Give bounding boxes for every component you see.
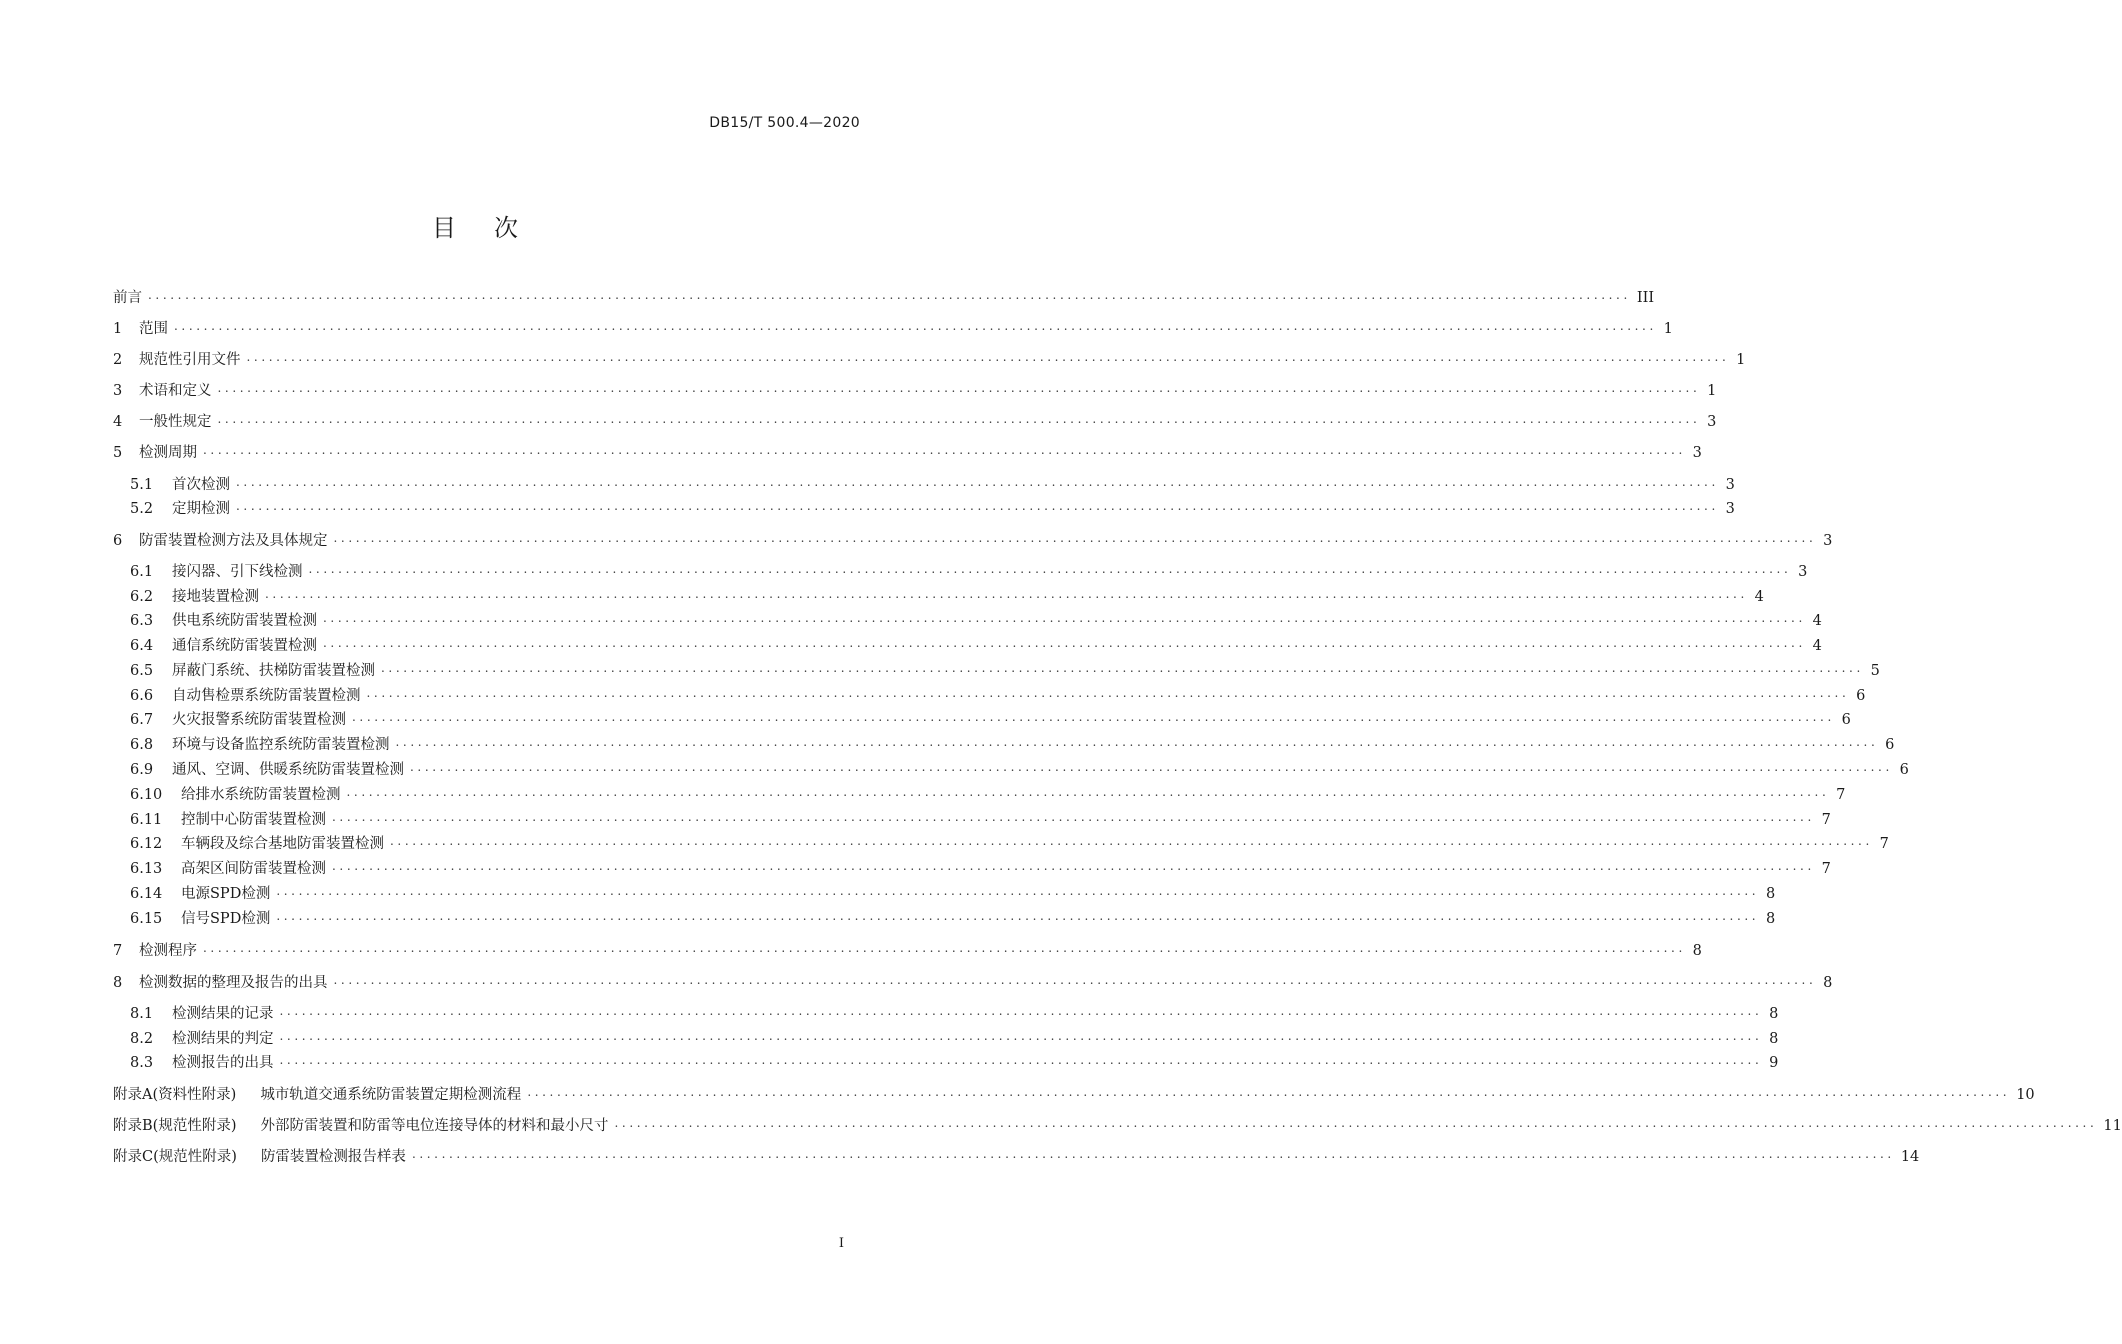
dot-leader: ........................................................................................................................................................................................................ xyxy=(265,587,1748,601)
toc-label: 前言 xyxy=(113,290,142,306)
toc-page: 1 xyxy=(1736,352,1746,368)
toc-number: 6.13 xyxy=(130,861,163,877)
toc-label: 一般性规定 xyxy=(139,414,212,430)
toc-subentry[interactable] xyxy=(113,499,1735,519)
toc-number: 6.14 xyxy=(130,886,163,902)
toc-number: 6.8 xyxy=(130,737,154,753)
toc-label: 首次检测 xyxy=(172,477,230,493)
dot-leader: ........................................................................................................................................................................................................ xyxy=(279,1004,1763,1018)
toc-subentry[interactable] xyxy=(113,909,1776,929)
toc-label: 高架区间防雷装置检测 xyxy=(181,861,326,877)
toc-page: 5 xyxy=(1870,663,1880,679)
toc-page: 6 xyxy=(1899,762,1909,778)
toc-label: 范围 xyxy=(139,321,168,337)
toc-label: 城市轨道交通系统防雷装置定期检测流程 xyxy=(260,1087,522,1103)
toc-page: 7 xyxy=(1836,787,1846,803)
toc-label: 电源SPD检测 xyxy=(181,886,271,902)
dot-leader: ........................................................................................................................................................................................................ xyxy=(276,884,1760,898)
toc-number: 2 xyxy=(113,352,123,368)
toc-appendix-c[interactable] xyxy=(113,1147,1920,1167)
toc-number: 5.1 xyxy=(130,477,154,493)
toc-page: 8 xyxy=(1823,975,1833,991)
dot-leader: ........................................................................................................................................................................................................ xyxy=(236,475,1719,489)
dot-leader: ........................................................................................................................................................................................................ xyxy=(217,381,1701,395)
dot-leader: ........................................................................................................................................................................................................ xyxy=(276,909,1760,923)
toc-number: 6.7 xyxy=(130,712,154,728)
toc-entry[interactable] xyxy=(113,973,1833,993)
appendix-type: (规范性附录) xyxy=(152,1118,237,1134)
toc-number: 8 xyxy=(113,975,123,991)
toc-label: 检测结果的记录 xyxy=(172,1006,274,1022)
toc-subentry[interactable] xyxy=(113,661,1880,681)
toc-number: 7 xyxy=(113,943,123,959)
dot-leader: ........................................................................................................................................................................................................ xyxy=(217,412,1701,426)
toc-label: 屏蔽门系统、扶梯防雷装置检测 xyxy=(172,663,375,679)
toc-number: 4 xyxy=(113,414,123,430)
toc-label: 规范性引用文件 xyxy=(139,352,241,368)
dot-leader: ........................................................................................................................................................................................................ xyxy=(395,735,1879,749)
toc-label: 通风、空调、供暖系统防雷装置检测 xyxy=(172,762,404,778)
toc-page: 6 xyxy=(1885,737,1895,753)
toc-page: 8 xyxy=(1765,911,1776,927)
toc-subentry[interactable] xyxy=(113,475,1735,495)
toc-label: 供电系统防雷装置检测 xyxy=(172,613,317,629)
toc-subentry[interactable] xyxy=(113,760,1909,780)
dot-leader: ........................................................................................................................................................................................................ xyxy=(332,810,1815,824)
toc-label: 自动售检票系统防雷装置检测 xyxy=(172,688,361,704)
dot-leader: ........................................................................................................................................................................................................ xyxy=(527,1085,2011,1099)
toc-entry-foreword[interactable] xyxy=(113,288,1655,308)
toc-page: 10 xyxy=(2016,1087,2035,1103)
toc-number: 6.12 xyxy=(130,836,163,852)
toc-page: 3 xyxy=(1725,501,1735,517)
dot-leader: ........................................................................................................................................................................................................ xyxy=(246,350,1730,364)
toc-page: 3 xyxy=(1798,564,1808,580)
toc-number: 6.6 xyxy=(130,688,154,704)
dot-leader: ........................................................................................................................................................................................................ xyxy=(333,973,1817,987)
toc-entry[interactable] xyxy=(113,412,1717,432)
toc-entry[interactable] xyxy=(113,531,1833,551)
toc-number: 1 xyxy=(113,321,123,337)
toc-number: 3 xyxy=(113,383,123,399)
toc-page: 3 xyxy=(1707,414,1717,430)
toc-subentry[interactable] xyxy=(113,611,1822,631)
toc-number: 6.5 xyxy=(130,663,154,679)
toc-label: 车辆段及综合基地防雷装置检测 xyxy=(181,836,384,852)
toc-number: 6.4 xyxy=(130,638,154,654)
toc-number: 6.1 xyxy=(130,564,154,580)
toc-page: 8 xyxy=(1769,1006,1779,1022)
toc-page: 4 xyxy=(1812,638,1822,654)
toc-subentry[interactable] xyxy=(113,686,1866,706)
toc-subentry[interactable] xyxy=(113,1029,1779,1049)
toc-label: 术语和定义 xyxy=(139,383,212,399)
dot-leader: ........................................................................................................................................................................................................ xyxy=(148,288,1631,302)
dot-leader: ........................................................................................................................................................................................................ xyxy=(203,443,1686,457)
standard-code: DB15/T 500.4—2020 xyxy=(709,115,860,131)
toc-label: 防雷装置检测方法及具体规定 xyxy=(139,533,328,549)
toc-label: 检测程序 xyxy=(139,943,197,959)
dot-leader: ........................................................................................................................................................................................................ xyxy=(352,710,1835,724)
toc-number: 8.1 xyxy=(130,1006,154,1022)
toc-page: 14 xyxy=(1900,1149,1920,1165)
toc-subentry[interactable] xyxy=(113,636,1822,656)
toc-title: 目次 xyxy=(432,214,556,242)
toc-number: 5.2 xyxy=(130,501,154,517)
dot-leader: ........................................................................................................................................................................................................ xyxy=(203,941,1686,955)
toc-entry[interactable] xyxy=(113,350,1746,370)
toc-number: 6 xyxy=(113,533,123,549)
page-number: I xyxy=(838,1236,844,1251)
dot-leader: ........................................................................................................................................................................................................ xyxy=(279,1029,1763,1043)
toc-label: 给排水系统防雷装置检测 xyxy=(181,787,341,803)
toc-label: 定期检测 xyxy=(172,501,230,517)
toc-label: 防雷装置检测报告样表 xyxy=(260,1149,406,1165)
toc-subentry[interactable] xyxy=(113,1004,1779,1024)
toc-page: 6 xyxy=(1856,688,1866,704)
toc-number: 5 xyxy=(113,445,123,461)
appendix-number: 附录C xyxy=(113,1149,154,1165)
toc-number: 8.3 xyxy=(130,1055,154,1071)
toc-number: 6.11 xyxy=(130,812,163,828)
toc-entry[interactable] xyxy=(113,319,1673,339)
toc-appendix-b[interactable] xyxy=(113,1116,2122,1136)
toc-appendix-a[interactable] xyxy=(113,1085,2035,1105)
toc-page: 1 xyxy=(1663,321,1673,337)
toc-entry[interactable] xyxy=(113,443,1702,463)
toc-subentry[interactable] xyxy=(113,810,1831,830)
dot-leader: ........................................................................................................................................................................................................ xyxy=(390,834,1873,848)
toc-label: 外部防雷装置和防雷等电位连接导体的材料和最小尺寸 xyxy=(260,1118,609,1134)
toc-page: 11 xyxy=(2103,1118,2122,1134)
toc-label: 火灾报警系统防雷装置检测 xyxy=(172,712,346,728)
appendix-number: 附录B xyxy=(113,1118,153,1134)
toc-page: III xyxy=(1636,290,1655,306)
appendix-number: 附录A xyxy=(113,1087,153,1103)
dot-leader: ........................................................................................................................................................................................................ xyxy=(174,319,1657,333)
toc-label: 信号SPD检测 xyxy=(181,911,271,927)
dot-leader: ........................................................................................................................................................................................................ xyxy=(346,785,1830,799)
dot-leader: ........................................................................................................................................................................................................ xyxy=(323,636,1806,650)
dot-leader: ........................................................................................................................................................................................................ xyxy=(308,562,1792,576)
toc-label: 接地装置检测 xyxy=(172,589,259,605)
toc-label: 控制中心防雷装置检测 xyxy=(181,812,326,828)
dot-leader: ........................................................................................................................................................................................................ xyxy=(410,760,1893,774)
dot-leader: ........................................................................................................................................................................................................ xyxy=(381,661,1864,675)
toc-number: 6.10 xyxy=(130,787,163,803)
toc-label: 检测数据的整理及报告的出具 xyxy=(139,975,328,991)
dot-leader: ........................................................................................................................................................................................................ xyxy=(366,686,1850,700)
toc-subentry[interactable] xyxy=(113,587,1764,607)
dot-leader: ........................................................................................................................................................................................................ xyxy=(332,859,1815,873)
toc-label: 检测周期 xyxy=(139,445,197,461)
toc-page: 9 xyxy=(1769,1055,1779,1071)
toc-page: 8 xyxy=(1765,886,1776,902)
toc-number: 6.2 xyxy=(130,589,154,605)
toc-label: 通信系统防雷装置检测 xyxy=(172,638,317,654)
dot-leader: ........................................................................................................................................................................................................ xyxy=(236,499,1719,513)
toc-subentry[interactable] xyxy=(113,884,1776,904)
toc-page: 8 xyxy=(1692,943,1702,959)
appendix-type: (资料性附录) xyxy=(152,1087,237,1103)
toc-subentry[interactable] xyxy=(113,735,1895,755)
toc-subentry[interactable] xyxy=(113,785,1846,805)
toc-page: 1 xyxy=(1707,383,1717,399)
toc-page: 7 xyxy=(1821,812,1831,828)
dot-leader: ........................................................................................................................................................................................................ xyxy=(411,1147,1895,1161)
toc-subentry[interactable] xyxy=(113,859,1831,879)
toc-number: 6.15 xyxy=(130,911,163,927)
toc-entry[interactable] xyxy=(113,941,1702,961)
appendix-type: (规范性附录) xyxy=(153,1149,237,1165)
toc-subentry[interactable] xyxy=(113,710,1851,730)
toc-page: 4 xyxy=(1812,613,1822,629)
dot-leader: ........................................................................................................................................................................................................ xyxy=(279,1053,1763,1067)
toc-number: 6.9 xyxy=(130,762,154,778)
dot-leader: ........................................................................................................................................................................................................ xyxy=(333,531,1817,545)
toc-page: 7 xyxy=(1821,861,1831,877)
toc-entry[interactable] xyxy=(113,381,1717,401)
dot-leader: ........................................................................................................................................................................................................ xyxy=(323,611,1806,625)
toc-page: 7 xyxy=(1879,836,1889,852)
toc-page: 3 xyxy=(1823,533,1833,549)
toc-label: 接闪器、引下线检测 xyxy=(172,564,303,580)
toc-subentry[interactable] xyxy=(113,1053,1779,1073)
toc-number: 8.2 xyxy=(130,1031,154,1047)
toc-page: 6 xyxy=(1841,712,1851,728)
dot-leader: ........................................................................................................................................................................................................ xyxy=(614,1116,2098,1130)
toc-label: 检测结果的判定 xyxy=(172,1031,274,1047)
toc-page: 8 xyxy=(1769,1031,1779,1047)
toc-subentry[interactable] xyxy=(113,562,1808,582)
toc-label: 检测报告的出具 xyxy=(172,1055,274,1071)
toc-number: 6.3 xyxy=(130,613,154,629)
toc-label: 环境与设备监控系统防雷装置检测 xyxy=(172,737,390,753)
toc-page: 3 xyxy=(1725,477,1735,493)
toc-subentry[interactable] xyxy=(113,834,1889,854)
toc-page: 3 xyxy=(1692,445,1702,461)
toc-page: 4 xyxy=(1754,589,1764,605)
